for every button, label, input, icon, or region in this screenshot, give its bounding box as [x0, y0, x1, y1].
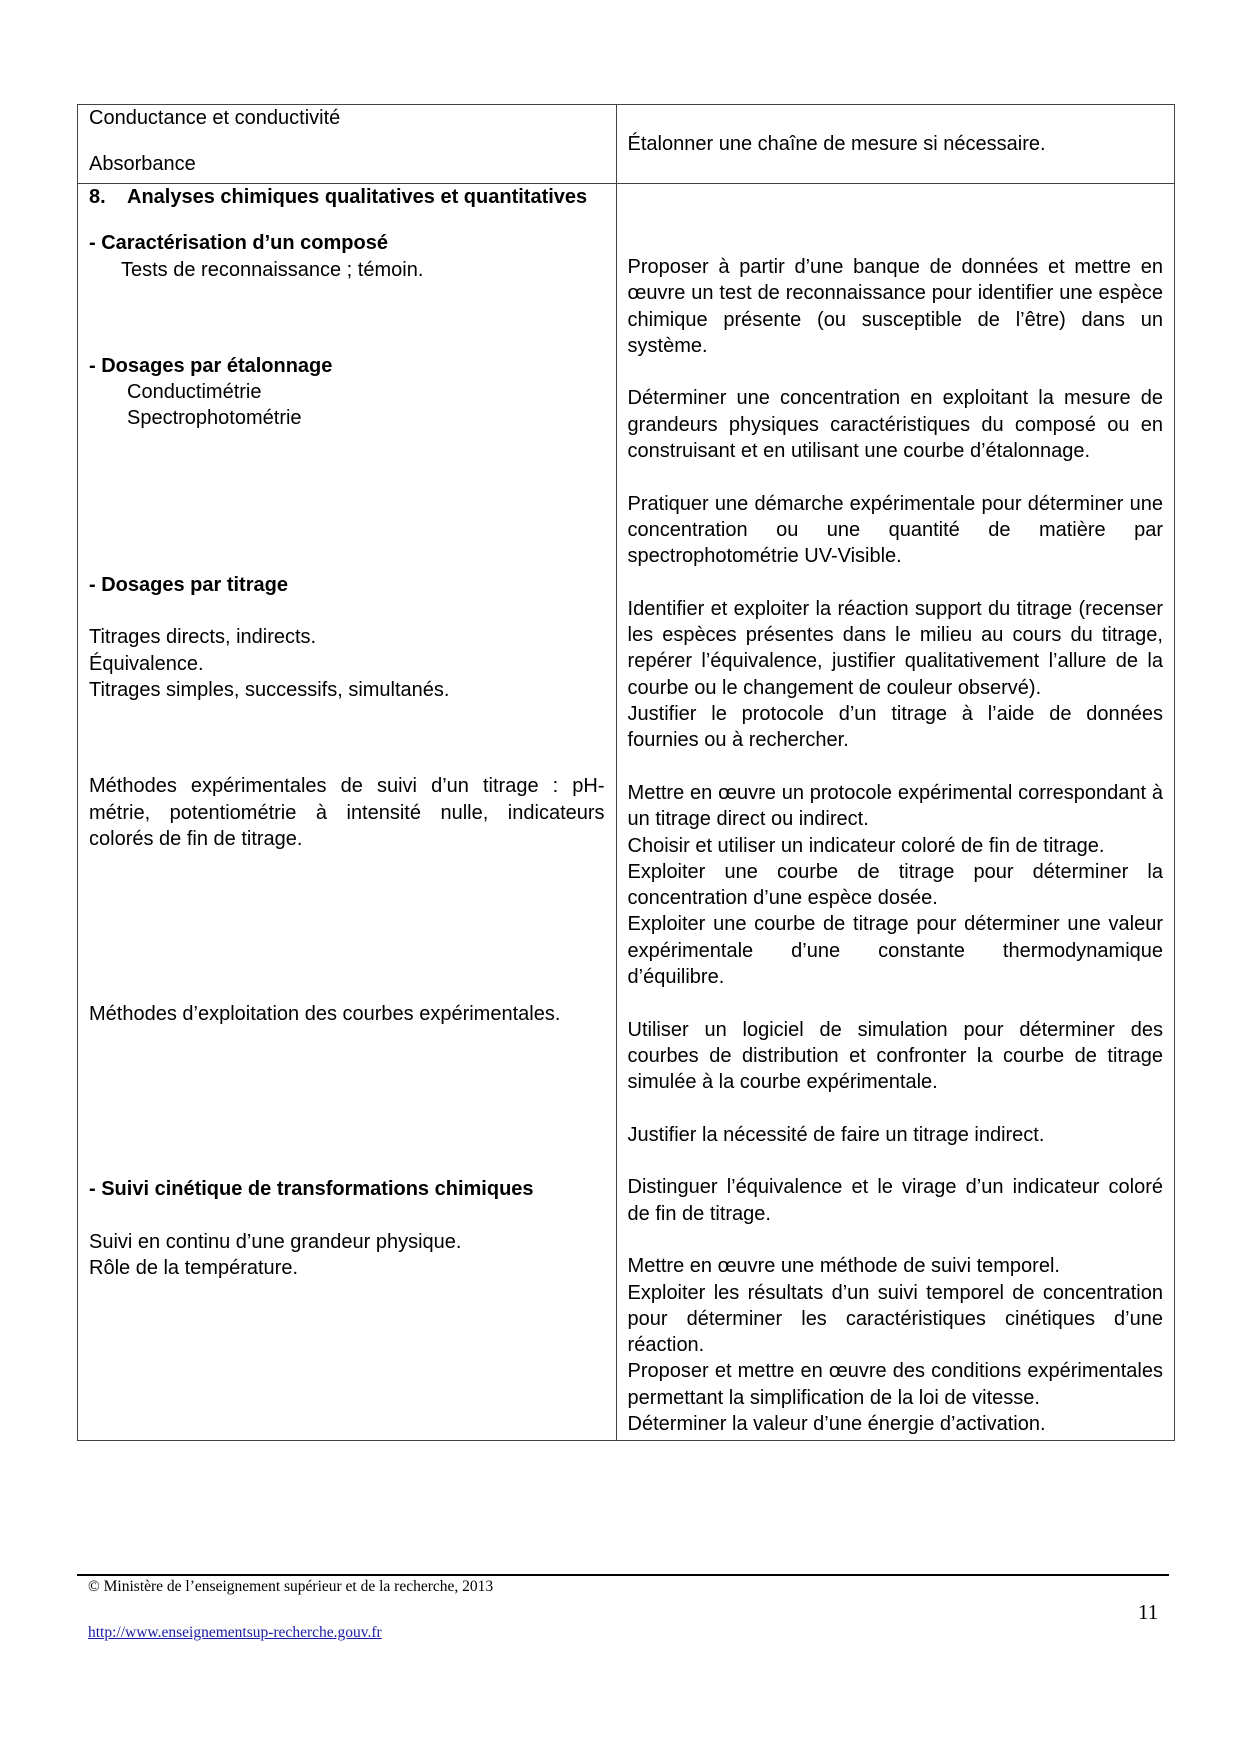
- competence-text: Étalonner une chaîne de mesure si nécessaire.: [627, 133, 1046, 156]
- competence-text: Justifier le protocole d’un titrage à l’aide de données fournies ou à rechercher.: [627, 703, 1163, 752]
- competence-text: Justifier la nécessité de faire un titrage indirect.: [627, 1123, 1045, 1146]
- left-cell: [78, 184, 617, 1441]
- section-heading: [89, 184, 605, 210]
- programme-table: [77, 104, 1175, 1441]
- subsection-heading: - Suivi cinétique de transformations chimiques: [89, 1178, 534, 1201]
- notion-text: Rôle de la température.: [89, 1257, 299, 1280]
- competence-text: Identifier et exploiter la réaction support du titrage (recenser les espèces présentes dans le milieu au cours du titrage, repérer l’équivalence, justifier qualitativement l’allure de la courbe ou le changement de couleur observé).: [627, 597, 1163, 699]
- subsection-heading: - Dosages par titrage: [89, 573, 288, 596]
- competence-text: Proposer à partir d’une banque de données et mettre en œuvre un test de reconnaissance pour identifier une espèce chimique présente (ou susceptible de l’être) dans un système.: [627, 256, 1163, 357]
- competence-text: Déterminer la valeur d’une énergie d’activation.: [627, 1413, 1046, 1436]
- notion-text: Méthodes d’exploitation des courbes expérimentales.: [89, 1003, 561, 1026]
- competence-text: Exploiter une courbe de titrage pour déterminer une valeur expérimentale d’une constante thermodynamique d’équilibre.: [627, 913, 1163, 989]
- competence-text: Exploiter les résultats d’un suivi temporel de concentration pour déterminer les caractéristiques cinétiques d’une réaction.: [627, 1281, 1163, 1357]
- section-title: Analyses chimiques qualitatives et quantitatives: [127, 186, 588, 208]
- notion-text: Titrages directs, indirects.: [89, 626, 317, 649]
- left-cell: [78, 105, 617, 184]
- notion-text: Conductance et conductivité: [89, 107, 341, 129]
- footer-copyright: © Ministère de l’enseignement supérieur et de la recherche, 2013: [88, 1578, 494, 1595]
- subsection-heading: - Dosages par étalonnage: [89, 354, 333, 377]
- competence-text: Mettre en œuvre un protocole expérimental correspondant à un titrage direct ou indirect.: [627, 781, 1163, 831]
- notion-text: Absorbance: [89, 153, 196, 176]
- competence-text: Exploiter une courbe de titrage pour déterminer la concentration d’une espèce dosée.: [627, 860, 1163, 910]
- table-row: [78, 105, 1175, 184]
- notion-text: Équivalence.: [89, 652, 204, 675]
- competence-text: Pratiquer une démarche expérimentale pour déterminer une concentration ou une quantité de matière par spectrophotométrie UV-Visible.: [627, 492, 1163, 568]
- footer-divider: [77, 1574, 1169, 1576]
- table-row: [78, 184, 1175, 1441]
- competence-text: Mettre en œuvre une méthode de suivi temporel.: [627, 1255, 1060, 1278]
- competence-text: Déterminer une concentration en exploitant la mesure de grandeurs physiques caractéristiques du composé ou en construisant et en utilisant une courbe d’étalonnage.: [627, 387, 1163, 463]
- notion-text: Suivi en continu d’une grandeur physique.: [89, 1231, 462, 1254]
- footer-url-link[interactable]: http://www.enseignementsup-recherche.gouv.fr: [88, 1624, 382, 1641]
- competence-text: Choisir et utiliser un indicateur coloré de fin de titrage.: [627, 834, 1105, 857]
- notion-text: Méthodes expérimentales de suivi d’un titrage : pH-métrie, potentiométrie à intensité nulle, indicateurs colorés de fin de titrage.: [89, 775, 605, 850]
- notion-text: Tests de reconnaissance ; témoin.: [121, 258, 424, 281]
- right-cell: [616, 184, 1174, 1441]
- notion-text: Spectrophotométrie: [127, 407, 302, 430]
- notion-text: Titrages simples, successifs, simultanés.: [89, 678, 450, 701]
- competence-text: Distinguer l’équivalence et le virage d’un indicateur coloré de fin de titrage.: [627, 1176, 1163, 1225]
- right-cell: [616, 105, 1174, 184]
- section-number: 8.: [89, 186, 106, 208]
- competence-text: Utiliser un logiciel de simulation pour déterminer des courbes de distribution et confronter la courbe de titrage simulée à la courbe expérimentale.: [627, 1018, 1163, 1094]
- page-number: 11: [1138, 1600, 1159, 1624]
- competence-text: Proposer et mettre en œuvre des conditions expérimentales permettant la simplification de la loi de vitesse.: [627, 1360, 1163, 1409]
- subsection-heading: - Caractérisation d’un composé: [89, 232, 388, 255]
- notion-text: Conductimétrie: [127, 381, 262, 404]
